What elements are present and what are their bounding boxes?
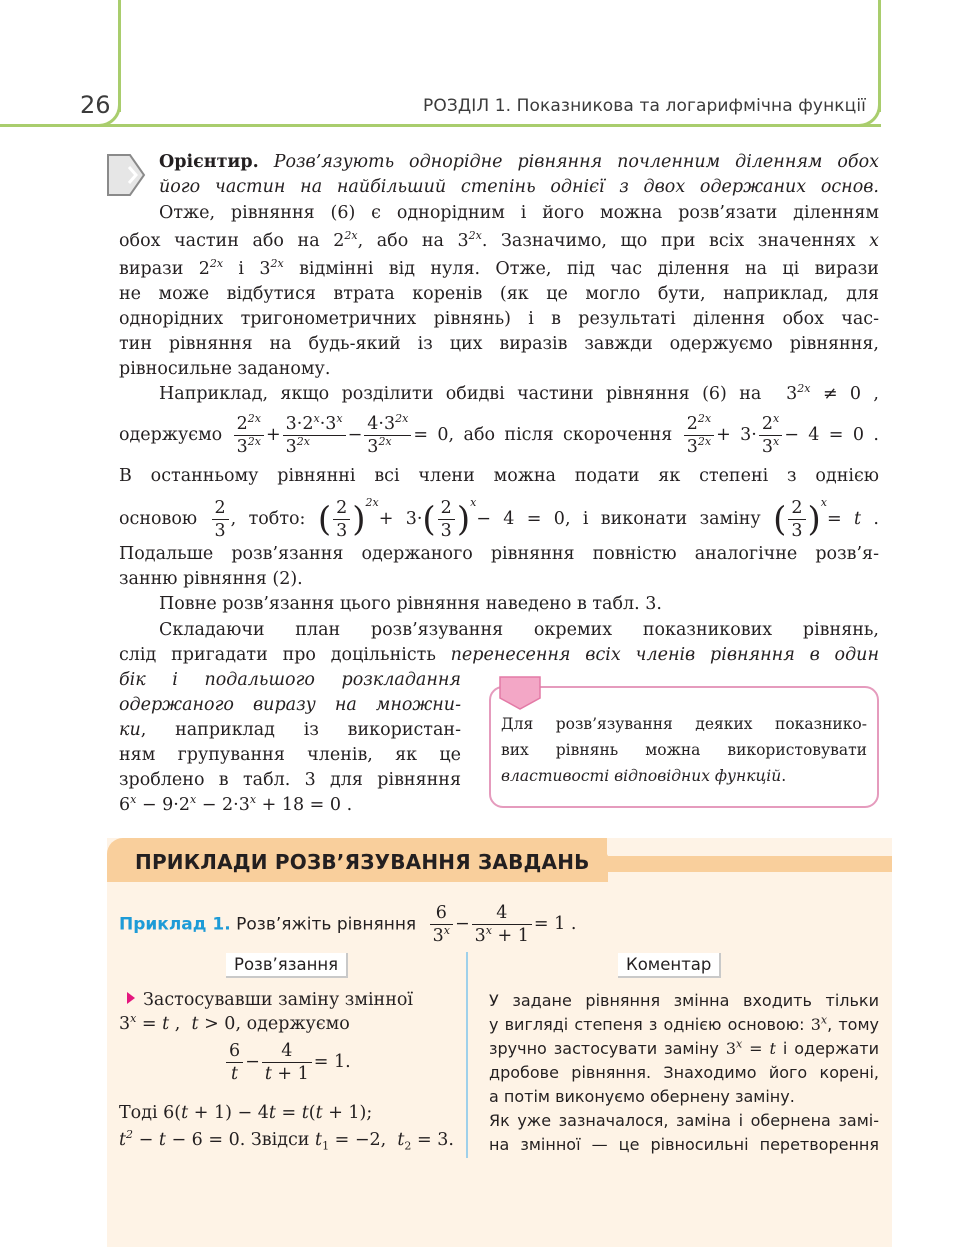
p1-line-1: Отже, рівняння (6) є однорідним і його можна розв’язати діленням bbox=[159, 203, 879, 223]
orientation-line-2: його частин на найбільший степінь однієї з двох одержаних основ. bbox=[159, 177, 879, 197]
text-span: Наприклад, якщо розділити обидві частини рівняння (6) на bbox=[159, 384, 762, 404]
comment-line-7: на змінної — це рівносильні перетворення bbox=[489, 1135, 879, 1154]
bookmark-icon bbox=[499, 676, 541, 710]
comment-line-5: а потім виконуємо обернену заміну. bbox=[489, 1087, 795, 1106]
text-span: . bbox=[781, 767, 787, 785]
header-frame-left bbox=[118, 0, 121, 112]
text-span: у вигляді степеня з однією основою: bbox=[489, 1015, 811, 1034]
example-text: Розв’яжіть рівняння bbox=[236, 914, 417, 935]
comment-tab: Коментар bbox=[618, 953, 721, 978]
p4-line-5 bbox=[119, 718, 461, 742]
solution-line-4: Тоді 6(t + 1) − 4t = t(t + 1); bbox=[119, 1103, 373, 1123]
note-line-1: Для розв’язування деяких показнико- bbox=[501, 715, 867, 733]
orientation-label: Орієнтир. bbox=[159, 152, 259, 172]
text-span: основою bbox=[119, 509, 198, 529]
solution-line-5: $t^2 - t - 6 = 0$. Звідси $t_1 = -2$, $t_2 = 3$. bbox=[119, 1128, 454, 1153]
p1-line-5: однорідних тригонометричних рівнянь) і в результаті ділення обох час- bbox=[119, 309, 879, 329]
example-label: Приклад 1. bbox=[119, 914, 231, 935]
text-span: відмінні від нуля. Отже, під час ділення на ці вирази bbox=[283, 259, 879, 279]
p1-line-3: вирази $2^{2x}$ і $3^{2x}$ відмінні від нуля. Отже, під час ділення на ці вирази bbox=[119, 257, 879, 279]
p4-line-1: Складаючи план розв’язування окремих показникових рівнянь, bbox=[159, 620, 879, 640]
header-frame-bottom bbox=[0, 124, 881, 127]
text-span: , і виконати заміну bbox=[564, 509, 761, 529]
p4-line-8-equation: $6^x - 9\cdot 2^x - 2\cdot 3^x + 18 = 0$ . bbox=[119, 793, 353, 815]
text-span: властивості відповідних функцій bbox=[501, 767, 782, 785]
bullet-arrow-icon bbox=[127, 992, 135, 1004]
text-span: перенесення всіх членів рівняння в один bbox=[450, 645, 879, 665]
text-span: і одержати bbox=[775, 1039, 880, 1058]
p2-line-6: занню рівняння (2). bbox=[119, 569, 303, 589]
text-span: , наприклад із використан- bbox=[140, 720, 461, 740]
comment-line-3: зручно застосувати заміну $3^x = t$ і одержати bbox=[489, 1037, 880, 1058]
solution-tab: Розв’язання bbox=[226, 953, 348, 978]
p2-line-2-equation: одержуємо $\frac{2^{2x}}{3^{2x}}$ + $\frac{3\cdot 2^x\cdot 3^x}{3^{2x}}$ − $\frac{4\cdot 3^{2x}}{3^{2x}}$ = 0, або після скорочення $\frac{2^{2x}}{3^{2x}}$ + 3· $\frac{2^x}{3^x}$ − 4 = 0 . bbox=[119, 412, 879, 457]
section-title: ПРИКЛАДИ РОЗВ’ЯЗУВАННЯ ЗАВДАНЬ bbox=[135, 850, 590, 874]
p2-line-1: Наприклад, якщо розділити обидві частини рівняння (6) на $3^{2x} \ne 0$ , bbox=[159, 382, 879, 404]
solution-line-1 bbox=[127, 988, 413, 1012]
note-line-3 bbox=[501, 763, 867, 789]
solution-line-2: $3^x = t$ , t > 0, одержуємо bbox=[119, 1012, 350, 1034]
text-span: зручно застосувати заміну bbox=[489, 1039, 726, 1058]
p2-line-3: В останньому рівнянні всі члени можна подати як степені з однією bbox=[119, 466, 879, 486]
p1-line-4: не може відбутися втрата коренів (як це могло бути, наприклад, для bbox=[119, 284, 879, 304]
text-span: обох частин або на bbox=[119, 231, 334, 251]
p2-line-4-equation: основою $\frac{2}{3}$ , тобто: ( $\frac{2}{3}$ )$^{2x}$+ 3·( $\frac{2}{3}$ )$^x$− 4 = 0, і виконати заміну ( $\frac{2}{3}$ )$^x$= t . bbox=[119, 496, 879, 541]
p1-line-2: обох частин або на $2^{2x}$, або на $3^{2x}$. Зазначимо, що при всіх значеннях x bbox=[119, 229, 879, 251]
p1-line-6: тин рівняння на будь-який із цих виразів завжди одержуємо рівняння, bbox=[119, 334, 879, 354]
text-span: , тобто: bbox=[230, 509, 306, 529]
text-span: , одержуємо bbox=[235, 1014, 350, 1034]
orientation-text-1: Розв’язують однорідне рівняння почленним діленням обох bbox=[273, 152, 879, 172]
comment-line-4: дробове рівняння. Знаходимо його корені, bbox=[489, 1063, 879, 1082]
text-span: , тому bbox=[827, 1015, 880, 1034]
text-span: і bbox=[223, 259, 260, 279]
orientation-arrow-icon bbox=[106, 153, 146, 197]
orientation-line-1 bbox=[159, 150, 879, 174]
p4-line-4: одержаного виразу на множни- bbox=[119, 695, 461, 715]
page-number: 26 bbox=[80, 91, 111, 119]
comment-line-6: Як уже зазначалося, заміна і обернена замі- bbox=[489, 1111, 879, 1130]
text-span: ки bbox=[119, 720, 141, 740]
comment-line-1: У задане рівняння змінна входить тільки bbox=[489, 991, 879, 1010]
p3-line: Повне розв’язання цього рівняння наведено в табл. 3. bbox=[159, 594, 662, 614]
text-span: слід пригадати про доцільність bbox=[119, 645, 451, 665]
p2-line-5: Подальше розв’язання одержаного рівняння повністю аналогічне розв’я- bbox=[119, 544, 879, 564]
text-span: Застосувавши заміну змінної bbox=[143, 990, 414, 1010]
column-divider bbox=[466, 952, 468, 1158]
text-span: . Звідси bbox=[239, 1130, 316, 1150]
text-span: , або після скорочення bbox=[448, 425, 673, 445]
note-line-2: вих рівнянь можна використовувати bbox=[501, 741, 867, 759]
p1-line-7: рівносильне заданому. bbox=[119, 359, 331, 379]
p4-line-3: бік і подальшого розкладання bbox=[119, 670, 461, 690]
text-span: Тоді bbox=[119, 1103, 164, 1123]
comment-line-2: у вигляді степеня з однією основою: 3$^x$, тому bbox=[489, 1013, 880, 1034]
solution-line-3-equation: $\frac{6}{t}$ − $\frac{4}{t + 1}$ = 1. bbox=[224, 1040, 351, 1085]
text-span: одержуємо bbox=[119, 425, 223, 445]
running-title: РОЗДІЛ 1. Показникова та логарифмічна функції bbox=[423, 96, 866, 116]
header-frame-right bbox=[878, 0, 881, 112]
p4-line-6: ням групування членів, як це bbox=[119, 745, 461, 765]
example-1-title: Приклад 1. Розв’яжіть рівняння $\frac{6}{3^x}$ − $\frac{4}{3^x + 1}$ = 1 . bbox=[119, 903, 577, 946]
text-span: вирази bbox=[119, 259, 199, 279]
text-span: , або на bbox=[357, 231, 458, 251]
p4-line-7: зроблено в табл. 3 для рівняння bbox=[119, 770, 461, 790]
p4-line-2 bbox=[119, 643, 879, 667]
text-span: . Зазначимо, що при всіх значеннях bbox=[481, 231, 870, 251]
section-title-stripe bbox=[600, 856, 892, 872]
